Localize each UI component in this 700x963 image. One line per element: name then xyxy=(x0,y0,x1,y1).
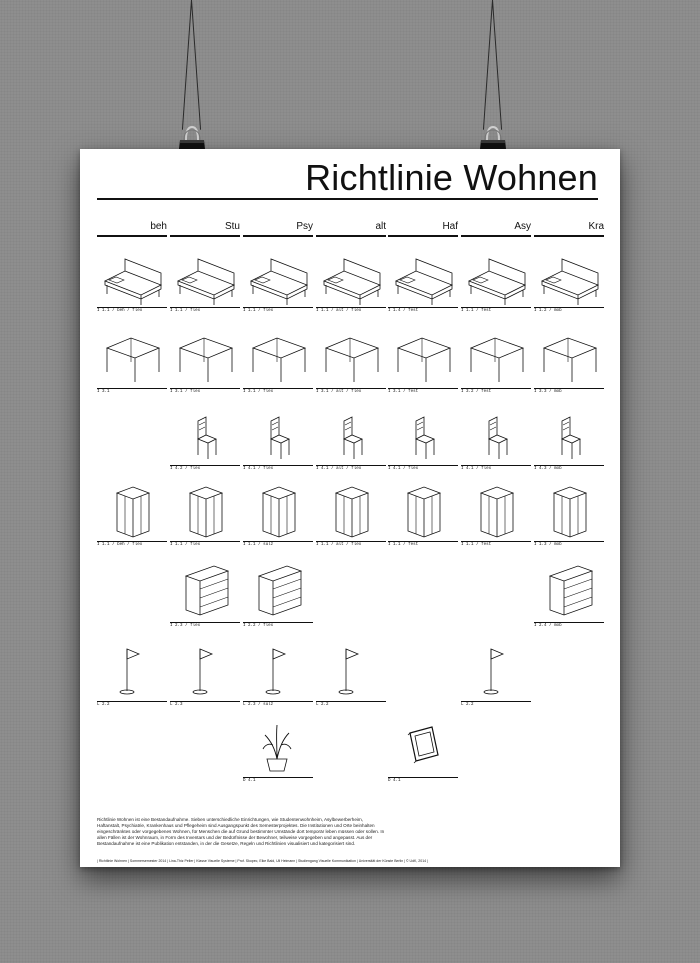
cell-rule xyxy=(170,622,240,623)
item-code: D 4.1 xyxy=(388,779,401,783)
furniture-chair-cell xyxy=(534,403,604,473)
bed-icon xyxy=(461,245,531,305)
bed-icon xyxy=(534,245,604,305)
column-header: Stu xyxy=(170,221,240,237)
frame-icon xyxy=(388,715,458,775)
chair-icon xyxy=(534,403,604,463)
cell-rule xyxy=(97,388,167,389)
furniture-bed-cell xyxy=(461,245,531,315)
furniture-shelf-cell xyxy=(170,560,240,630)
cell-rule xyxy=(243,541,313,542)
furniture-lamp-cell xyxy=(243,639,313,709)
bed-icon xyxy=(243,245,313,305)
furniture-chair-cell xyxy=(461,403,531,473)
chair-icon xyxy=(316,403,386,463)
item-code: L 2.2 xyxy=(461,703,474,707)
cell-rule xyxy=(243,388,313,389)
furniture-wardrobe-cell xyxy=(461,479,531,549)
furniture-plant-cell xyxy=(243,715,313,785)
item-code: I 1.1 / flex xyxy=(243,309,274,313)
item-code: I 1.4 / fest xyxy=(388,309,419,313)
furniture-table-cell xyxy=(170,326,240,396)
cell-rule xyxy=(97,307,167,308)
item-code: L 2.3 / sulz xyxy=(243,703,274,707)
furniture-shelf-cell xyxy=(243,560,313,630)
furniture-frame-cell xyxy=(388,715,458,785)
column-header: Psy xyxy=(243,221,313,237)
wardrobe-icon xyxy=(316,479,386,539)
cell-rule xyxy=(388,777,458,778)
furniture-bed-cell xyxy=(388,245,458,315)
wardrobe-icon xyxy=(388,479,458,539)
cell-rule xyxy=(534,307,604,308)
chair-icon xyxy=(388,403,458,463)
item-code: I 1.1 / fest xyxy=(461,309,492,313)
item-code: I 4.3 / mob xyxy=(534,467,562,471)
column-header: Kra xyxy=(534,221,604,237)
cell-rule xyxy=(97,701,167,702)
wardrobe-icon xyxy=(97,479,167,539)
shelf-icon xyxy=(243,560,313,620)
cell-rule xyxy=(170,465,240,466)
cell-rule xyxy=(97,541,167,542)
plant-icon xyxy=(243,715,313,775)
furniture-table-cell xyxy=(388,326,458,396)
item-code: I 3.1 / flex xyxy=(170,390,201,394)
poster-title: Richtlinie Wohnen xyxy=(305,157,598,198)
cell-rule xyxy=(388,388,458,389)
cell-rule xyxy=(461,541,531,542)
column-header: beh xyxy=(97,221,167,237)
furniture-bed-cell xyxy=(534,245,604,315)
cell-rule xyxy=(388,307,458,308)
cell-rule xyxy=(316,541,386,542)
item-code: I 1.1 / beh / flex xyxy=(97,309,143,313)
furniture-lamp-cell xyxy=(170,639,240,709)
item-code: I 3.3 / mob xyxy=(534,390,562,394)
table-icon xyxy=(243,326,313,386)
furniture-lamp-cell xyxy=(461,639,531,709)
furniture-lamp-cell xyxy=(316,639,386,709)
item-code: L 2.3 xyxy=(170,703,183,707)
item-code: I 3.1 xyxy=(97,390,110,394)
item-code: D 4.1 xyxy=(243,779,256,783)
cell-rule xyxy=(461,388,531,389)
table-icon xyxy=(97,326,167,386)
item-code: L 2.2 xyxy=(97,703,110,707)
item-code: I 1.1 / sulz xyxy=(243,543,274,547)
item-code: I 1.1 / alt / flex xyxy=(316,543,362,547)
chair-icon xyxy=(170,403,240,463)
hanging-string-left xyxy=(182,0,192,130)
item-code: I 4.2 / flex xyxy=(170,467,201,471)
lamp-icon xyxy=(461,639,531,699)
cell-rule xyxy=(461,465,531,466)
furniture-chair-cell xyxy=(316,403,386,473)
item-code: I 4.1 / flex xyxy=(388,467,419,471)
item-code: I 1.1 / flex xyxy=(170,543,201,547)
cell-rule xyxy=(534,541,604,542)
shelf-icon xyxy=(170,560,240,620)
column-header: Asy xyxy=(461,221,531,237)
furniture-wardrobe-cell xyxy=(316,479,386,549)
item-code: I 1.1 / fest xyxy=(461,543,492,547)
furniture-bed-cell xyxy=(243,245,313,315)
item-code: L 2.2 xyxy=(316,703,329,707)
lamp-icon xyxy=(243,639,313,699)
cell-rule xyxy=(243,307,313,308)
furniture-table-cell xyxy=(316,326,386,396)
furniture-table-cell xyxy=(534,326,604,396)
cell-rule xyxy=(170,388,240,389)
furniture-wardrobe-cell xyxy=(388,479,458,549)
furniture-wardrobe-cell xyxy=(534,479,604,549)
furniture-table-cell xyxy=(97,326,167,396)
furniture-lamp-cell xyxy=(97,639,167,709)
item-code: I 2.4 / mob xyxy=(534,624,562,628)
furniture-chair-cell xyxy=(243,403,313,473)
chair-icon xyxy=(461,403,531,463)
hanging-string-right xyxy=(483,0,493,130)
column-header: alt xyxy=(316,221,386,237)
poster xyxy=(80,149,620,867)
wardrobe-icon xyxy=(461,479,531,539)
item-code: I 1.1 / beh / flex xyxy=(97,543,143,547)
item-code: I 3.1 / alt / flex xyxy=(316,390,362,394)
furniture-wardrobe-cell xyxy=(170,479,240,549)
cell-rule xyxy=(534,388,604,389)
lamp-icon xyxy=(97,639,167,699)
cell-rule xyxy=(170,701,240,702)
furniture-bed-cell xyxy=(97,245,167,315)
furniture-table-cell xyxy=(243,326,313,396)
table-icon xyxy=(388,326,458,386)
table-icon xyxy=(461,326,531,386)
table-icon xyxy=(170,326,240,386)
cell-rule xyxy=(316,465,386,466)
item-code: I 1.1 / flex xyxy=(170,309,201,313)
bed-icon xyxy=(97,245,167,305)
lamp-icon xyxy=(316,639,386,699)
furniture-shelf-cell xyxy=(534,560,604,630)
cell-rule xyxy=(461,307,531,308)
cell-rule xyxy=(534,465,604,466)
cell-rule xyxy=(316,701,386,702)
item-code: I 1.2 / mob xyxy=(534,309,562,313)
hanging-string-left-2 xyxy=(191,0,201,130)
item-code: I 1.3 / mob xyxy=(534,543,562,547)
wardrobe-icon xyxy=(243,479,313,539)
title-rule xyxy=(97,198,598,200)
wardrobe-icon xyxy=(534,479,604,539)
cell-rule xyxy=(243,777,313,778)
cell-rule xyxy=(170,541,240,542)
table-icon xyxy=(316,326,386,386)
furniture-wardrobe-cell xyxy=(97,479,167,549)
item-code: I 2.2 / flex xyxy=(243,624,274,628)
bed-icon xyxy=(170,245,240,305)
item-code: I 1.1 / alt / flex xyxy=(316,309,362,313)
wardrobe-icon xyxy=(170,479,240,539)
cell-rule xyxy=(534,622,604,623)
column-header: Haf xyxy=(388,221,458,237)
cell-rule xyxy=(316,388,386,389)
item-code: I 3.1 / flex xyxy=(243,390,274,394)
item-code: I 2.3 / flex xyxy=(170,624,201,628)
furniture-chair-cell xyxy=(388,403,458,473)
furniture-table-cell xyxy=(461,326,531,396)
shelf-icon xyxy=(534,560,604,620)
cell-rule xyxy=(170,307,240,308)
credits-line: | Richtlinie Wohnen | Sommersemester 2014 | Lina-Thiz Peller | Klasse Visuelle Systeme | Prof. Skopec, Eike Bald, Uli Heimann | Studiengang Visuelle Kommunikation | Universität der Künste Berlin | © UdK, 2014 | xyxy=(97,859,428,863)
furniture-bed-cell xyxy=(316,245,386,315)
hanging-string-right-2 xyxy=(492,0,502,130)
cell-rule xyxy=(461,701,531,702)
furniture-wardrobe-cell xyxy=(243,479,313,549)
furniture-bed-cell xyxy=(170,245,240,315)
cell-rule xyxy=(388,541,458,542)
item-code: I 3.1 / fest xyxy=(388,390,419,394)
bed-icon xyxy=(316,245,386,305)
project-description: Richtlinie Wohnen ist eine Bestandaufnahme. Sieben unterschiedliche Einrichtungen, wie Studentenwohnheim, Asylbewerberheim, Haftanstalt, Psychiatrie, Krankenhaus und Pflegeheim sind Ausgangspunkt des Semesterprojektes. Die Institutionen und Orte beinhalten eingeschränktes oder vorgegebenes Wohnen, für Menschen die auf Grund bestimmter Umstände dort temporär leben müssen oder sollen. In allen Fällen ist der Wohnraum, in Form des Inventars und der Bedürfnisse der Bewohner, teilweise vorgegeben und angepasst. Aus der Bestandaufnahme ist eine Publikation entstanden, in der die Gesetze, Regeln und Richtlinien visualisiert und kategorisiert sind. xyxy=(97,817,385,847)
cell-rule xyxy=(316,307,386,308)
item-code: I 3.2 / fest xyxy=(461,390,492,394)
cell-rule xyxy=(388,465,458,466)
lamp-icon xyxy=(170,639,240,699)
table-icon xyxy=(534,326,604,386)
item-code: I 1.1 / fest xyxy=(388,543,419,547)
bed-icon xyxy=(388,245,458,305)
item-code: I 4.1 / alt / flex xyxy=(316,467,362,471)
item-code: I 4.1 / flex xyxy=(461,467,492,471)
cell-rule xyxy=(243,701,313,702)
cell-rule xyxy=(243,465,313,466)
cell-rule xyxy=(243,622,313,623)
item-code: I 4.1 / flex xyxy=(243,467,274,471)
furniture-chair-cell xyxy=(170,403,240,473)
chair-icon xyxy=(243,403,313,463)
